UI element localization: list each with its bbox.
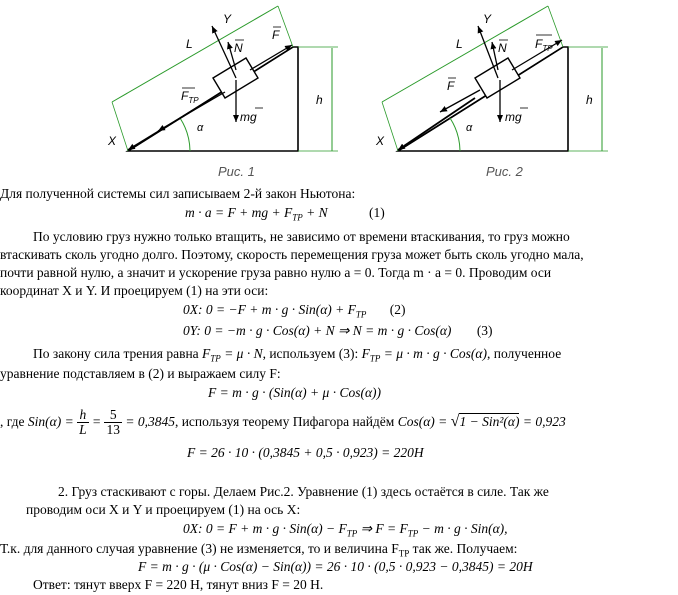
text-line-14: 2. Груз стаскивают с горы. Делаем Рис.2. Уравнение (1) здесь остаётся в силе. Так же: [58, 484, 549, 499]
label-l-2: L: [456, 37, 463, 51]
force-down-result: F = m · g · (μ · Cos(α) − Sin(α)) = 26 · 10 · (0,5 · 0,923 − 0,3845) = 20H: [138, 559, 533, 574]
fraction-5-13: $\frac{5}{13}$: [106, 407, 120, 438]
text-line-3: По условию груз нужно только втащить, не зависимо от времени втаскивания, то груз можно: [33, 229, 570, 244]
sin-cos-line: , где Sin(α) = $\frac{h}{L}$ = $\frac{5}{13}$ = 0,3845, используя теорему Пифагора найдём Cos(α) = √1 − Sin²(α) = 0,923: [0, 407, 566, 438]
text-line-17: Т.к. для данного случая уравнение (3) не изменяется, то и величина $F_{ТР}$ так же. Получаем:: [0, 541, 518, 559]
label-x-2: X: [376, 134, 385, 148]
label-h: h: [316, 93, 323, 107]
label-mg-2: mg: [505, 110, 522, 124]
label-y-2: Y: [483, 12, 492, 26]
x-axis-arrow-2: [398, 98, 475, 150]
text-line-15: проводим оси X и Y и проецируем (1) на ось X:: [26, 502, 301, 517]
force-up-formula: F = m · g · (Sin(α) + μ · Cos(α)): [208, 385, 382, 400]
force-f-arrow: [250, 45, 292, 70]
caption-fig1: Рис. 1: [218, 164, 255, 179]
text-line-10: уравнение подставляем в (2) и выражаем силу F:: [0, 366, 281, 381]
figure-2: [375, 6, 608, 179]
label-alpha: α: [197, 122, 204, 134]
label-n-2: N: [498, 41, 507, 55]
text-line-6: координат X и Y. И проецируем (1) на эти оси:: [0, 283, 269, 298]
fraction-h-l: $\frac{h}{L}$: [79, 407, 87, 438]
figures-area: [0, 0, 678, 185]
label-f-2: F: [447, 79, 455, 93]
label-x: X: [108, 134, 117, 148]
force-up-result: F = 26 · 10 · (0,3845 + 0,5 · 0,923) = 220H: [187, 445, 424, 460]
text-line-4: втаскивать сколь угодно долго. Поэтому, скорость перемещения груза может быть сколь угодно мала,: [0, 247, 584, 262]
sqrt-sign: √: [450, 413, 460, 430]
answer-line: Ответ: тянут вверх F = 220 Н, тянут вниз F = 20 Н.: [33, 577, 324, 592]
figure-1: [107, 6, 338, 179]
label-ftr: $F_{ТР}$: [181, 89, 199, 105]
label-y: Y: [223, 12, 232, 26]
projection-x-down-equation: 0X: $0 = F + m \cdot g \cdot Sin(\alpha) - F_{ТР}$ ⇒ $F = F_{ТР} - m \cdot g \cdot Sin(\alpha)$,: [183, 521, 508, 539]
projection-y-equation: 0Y: 0 = −m · g · Cos(α) + N ⇒ N = m · g · Cos(α) (3): [183, 323, 493, 338]
label-mg: mg: [240, 110, 257, 124]
angle-arc-2: [450, 118, 460, 151]
label-ftr-2: $F_{ТР}$: [535, 37, 553, 53]
friction-law-line: По закону сила трения равна $F_{ТР} = \mu \cdot N$, используем (3): $F_{ТР} = \mu \cdot m \cdot g \cdot Cos(\alpha)$, полученное: [33, 346, 562, 364]
dim-l-line-2: [382, 6, 548, 102]
newton-equation: m · a = F + mg + $F_{ТР} + N$ (1): [185, 205, 385, 223]
label-l: L: [186, 37, 193, 51]
angle-arc: [180, 118, 190, 151]
text-line-1: Для полученной системы сил записываем 2-й закон Ньютона:: [0, 186, 356, 201]
label-f: F: [272, 28, 280, 42]
projection-x-equation: 0X: $0 = -F + m \cdot g \cdot Sin(\alpha) + F_{ТР}$ (2): [183, 302, 406, 320]
label-h-2: h: [586, 93, 593, 107]
text-line-5: почти равной нулю, а значит и ускорение груза равно нулю a = 0. Тогда m · a = 0. Проводим оси: [0, 265, 552, 280]
label-alpha-2: α: [466, 122, 473, 134]
label-n: N: [234, 41, 243, 55]
y-axis-arrow: [212, 26, 236, 78]
caption-fig2: Рис. 2: [486, 164, 523, 179]
